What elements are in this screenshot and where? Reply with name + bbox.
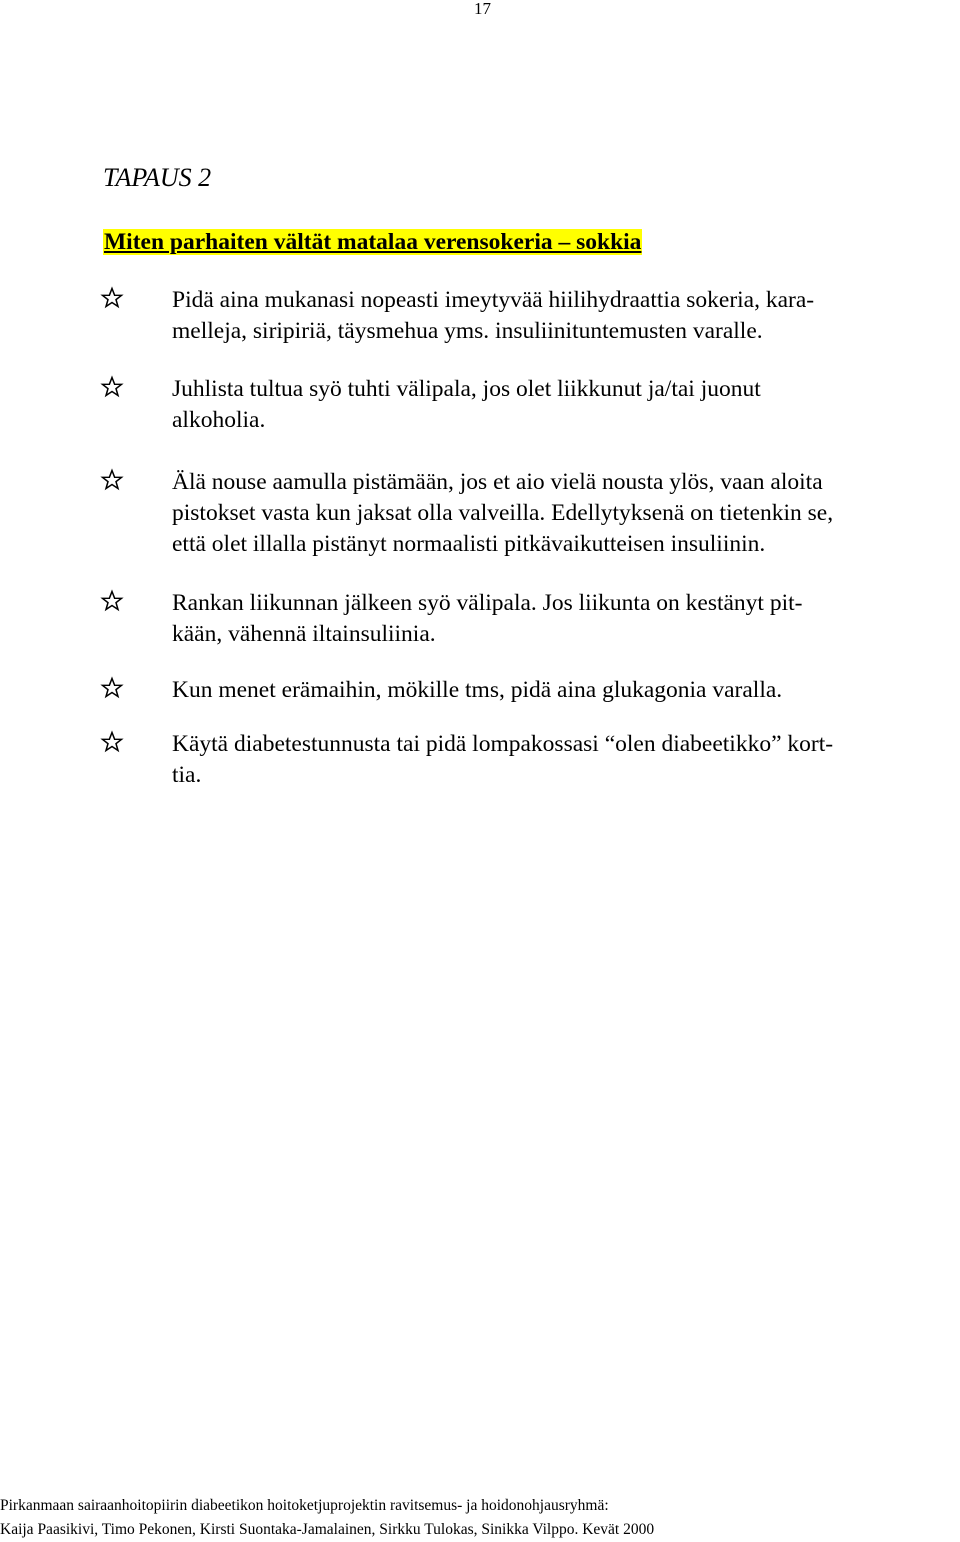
tip-text-line: Rankan liikunnan jälkeen syö välipala. Jos liikunta on kestänyt pit- xyxy=(172,590,803,616)
tip-text-line: Kun menet erämaihin, mökille tms, pidä aina glukagonia varalla. xyxy=(172,677,783,703)
tip-text-line: kään, vähennä iltainsuliinia. xyxy=(172,621,436,647)
star-outline-icon xyxy=(100,375,124,399)
tip-text-line: tia. xyxy=(172,762,202,788)
star-outline-icon xyxy=(100,286,124,310)
tip-text xyxy=(172,729,960,791)
page-number: 17 xyxy=(474,0,491,18)
footer-line-2: Kaija Paasikivi, Timo Pekonen, Kirsti Suontaka-Jamalainen, Sirkku Tulokas, Sinikka Vilppo. Kevät 2000 xyxy=(0,1521,655,1538)
tip-text-line: Pidä aina mukanasi nopeasti imeytyvää hiilihydraattia sokeria, kara- xyxy=(172,287,815,313)
tip-text-line: Käytä diabetestunnusta tai pidä lompakossasi “olen diabeetikko” kort- xyxy=(172,731,834,757)
tip-text xyxy=(172,588,960,650)
page-footer xyxy=(0,1494,654,1542)
tip-text-line: alkoholia. xyxy=(172,407,266,433)
star-outline-icon xyxy=(100,676,124,700)
tip-text-line: Juhlista tultua syö tuhti välipala, jos olet liikkunut ja/tai juonut xyxy=(172,376,761,402)
case-title: TAPAUS 2 xyxy=(103,163,212,192)
tip-text xyxy=(172,285,960,347)
tip-text xyxy=(172,675,960,706)
tip-text xyxy=(172,374,960,436)
tip-text xyxy=(172,467,960,560)
star-outline-icon xyxy=(100,730,124,754)
tip-text-line: pistokset vasta kun jaksat olla valveilla. Edellytyksenä on tietenkin se, xyxy=(172,500,834,526)
tip-text-line: Älä nouse aamulla pistämään, jos et aio vielä nousta ylös, vaan aloita xyxy=(172,469,823,495)
star-outline-icon xyxy=(100,589,124,613)
tip-text-line: että olet illalla pistänyt normaalisti pitkävaikutteisen insuliinin. xyxy=(172,531,766,557)
footer-line-1: Pirkanmaan sairaanhoitopiirin diabeetikon hoitoketjuprojektin ravitsemus- ja hoidonohjausryhmä: xyxy=(0,1497,609,1514)
star-outline-icon xyxy=(100,468,124,492)
tip-text-line: melleja, siripiriä, täysmehua yms. insuliinituntemusten varalle. xyxy=(172,318,763,344)
highlighted-heading-text: Miten parhaiten vältät matalaa verensokeria – sokkia xyxy=(104,229,642,255)
